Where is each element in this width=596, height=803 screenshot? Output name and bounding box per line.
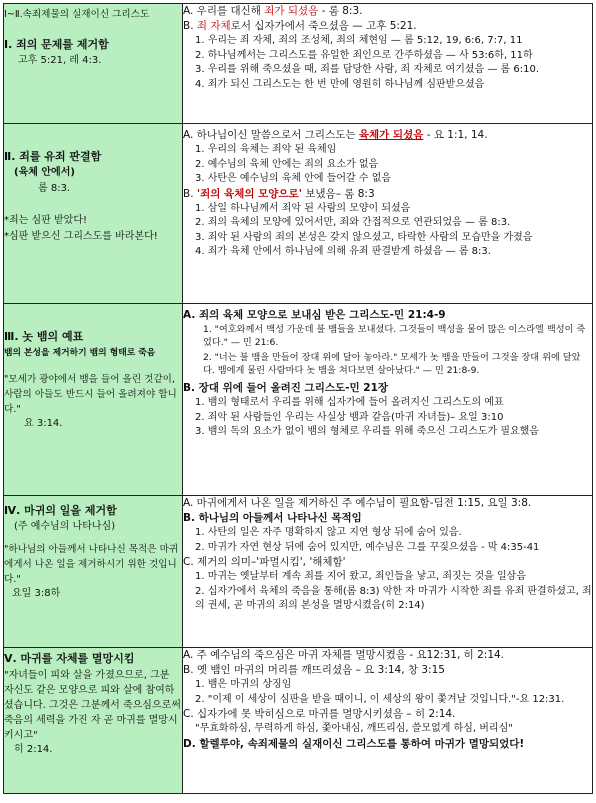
section-title: Ⅱ. 죄를 유죄 판결함: [4, 150, 102, 163]
right-cell: [183, 304, 593, 496]
list-item: 2. 마귀가 자연 현상 뒤에 숨어 있지만, 예수님은 그를 꾸짖으셨음 - 막 4:35-41: [195, 541, 540, 553]
right-cell: [183, 124, 593, 304]
section-reference: 히 2:14.: [14, 744, 53, 755]
point-b: B. 옛 뱀인 마귀의 머리를 깨뜨리셨음 – 요 3:14, 창 3:15: [183, 664, 445, 676]
right-cell: [183, 648, 593, 794]
list-item: 1. 뱀의 형태로서 우리를 위해 십자가에 들어 올려지신 그리스도의 예표: [195, 397, 504, 408]
table-row: [4, 648, 593, 794]
list-item: 3. 죄악 된 사람의 죄의 본성은 갖지 않으셨고, 타락한 사람의 모습만을 가졌음: [195, 231, 533, 243]
point-c: C. 제거의 의미–'파멸시킴', '해체함': [183, 556, 346, 568]
section-subtitle: (육체 안에서): [14, 167, 75, 178]
scripture-quote: "자녀들이 피와 살을 가졌으므로, 그분 자신도 같은 모양으로 피와 살에 참여하셨습니다. 그것은 그분께서 죽으심으로써 죽음의 세력을 가진 자 곧 마귀를 멸망시키시고": [4, 670, 181, 741]
highlight-text: 육체가 되셨음: [358, 129, 424, 141]
list-item: 2. "너는 불 뱀을 만들어 장대 위에 달아 놓아라." 모세가 놋 뱀을 만들어 그것을 장대 위에 달았다. 뱀에게 물린 사람마다 놋 뱀을 쳐다보면 살아났다." — 민 21:8-9.: [203, 352, 581, 376]
section-title: Ⅰ. 죄의 문제를 제거함: [4, 38, 109, 51]
section-reference: 고후 5:21, 레 4:3.: [18, 55, 102, 66]
list-item: 2. 하나님께서는 그리스도를 유일한 죄인으로 간주하셨음 — 사 53:6하, 11하: [195, 49, 533, 61]
list-item: 3. 우리를 위해 죽으셨을 때, 죄를 담당한 사람, 죄 자체로 여기셨음 — 롬 6:10.: [195, 64, 540, 75]
point-b: B. 하나님의 아들께서 나타나신 목적임: [183, 512, 362, 524]
section-title: Ⅴ. 마귀를 자체를 멸망시킴: [4, 652, 135, 665]
list-item: 1. "여호와께서 백성 가운데 불 뱀들을 보내셨다. 그것들이 백성을 물어 많은 이스라엘 백성이 죽었다." — 민 21:6.: [203, 324, 586, 348]
list-item: 1. 뱀은 마귀의 상징임: [195, 679, 292, 690]
left-cell: [4, 124, 183, 304]
left-cell: [4, 304, 183, 496]
list-item: 1. 우리의 육체는 죄악 된 육체임: [195, 144, 337, 155]
point-b: B. 장대 위에 들어 올려진 그리스도-민 21장: [183, 382, 389, 394]
point-a: A. 우리를 대신해 죄가 되셨음 - 롬 8:3.: [183, 5, 363, 17]
scripture-quote: "모세가 광야에서 뱀을 들어 올린 것같이, 사람의 아들도 반드시 들어 올려져야 합니다.": [4, 374, 177, 415]
point-c: C. 십자가에 못 박히심으로 마귀를 멸망시키셨음 – 히 2:14.: [183, 708, 456, 720]
note-text: *심판 받으신 그리스도를 바라본다!: [4, 231, 158, 242]
list-item: 3. 뱀의 독의 요소가 없이 뱀의 형체로 우리를 위해 죽으신 그리스도가 필요했음: [195, 426, 539, 437]
right-cell: [183, 496, 593, 648]
note-text: *죄는 심판 받았다!: [4, 215, 87, 226]
scripture-quote: "하나님의 아들께서 나타나신 목적은 마귀에게서 나온 일을 제거하시기 위한 것입니다.": [4, 544, 179, 585]
list-item: 4. 죄가 되신 그리스도는 한 번 만에 영원히 하나님께 심판받으셨음: [195, 78, 485, 90]
table-row: [4, 304, 593, 496]
point-a: A. 죄의 육체 모양으로 보내심 받은 그리스도-민 21:4-9: [183, 309, 446, 321]
left-cell: [4, 648, 183, 794]
highlight-text: 죄가 되셨음: [264, 5, 319, 17]
point-d: D. 할렐루야, 속죄제물의 실재이신 그리스도를 통하여 마귀가 멸망되었다!: [183, 737, 525, 750]
list-item: 2. 예수님의 육체 안에는 죄의 요소가 없음: [195, 158, 379, 170]
point-a: A. 주 예수님의 죽으심은 마귀 자체를 멸망시켰음 - 요12:31, 히 2:14.: [183, 649, 505, 661]
list-item: 1. 사탄의 일은 자주 명확하지 않고 지연 형상 뒤에 숨어 있음.: [195, 527, 462, 538]
point-a: A. 하나님이신 말씀으로서 그리스도는 육체가 되셨음 - 요 1:1, 14.: [183, 129, 488, 141]
section-title: Ⅳ. 마귀의 일을 제거함: [4, 504, 117, 517]
section-group-title: Ⅰ~Ⅱ.속죄제물의 실재이신 그리스도: [4, 9, 150, 20]
section-reference: 롬 8:3.: [38, 183, 71, 194]
left-cell: [4, 4, 183, 124]
table-row: [4, 496, 593, 648]
list-item: 3. 사탄은 예수님의 육체 안에 들어갈 수 없음: [195, 173, 392, 184]
table-row: [4, 124, 593, 304]
right-cell: [183, 4, 593, 124]
list-item: 2. 죄악 된 사람들인 우리는 사실상 뱀과 같음(마귀 자녀들)– 요일 3:10: [195, 411, 504, 423]
list-item: "무효화하심, 무력하게 하심, 쫓아내심, 깨뜨리심, 쓸모없게 하심, 버리심": [195, 723, 513, 734]
table-row: [4, 4, 593, 124]
list-item: 1. 우리는 죄 자체, 죄의 조성체, 죄의 체현임 — 롬 5:12, 19, 6:6, 7:7, 11: [195, 35, 523, 46]
section-reference: 요일 3:8하: [12, 588, 61, 599]
highlight-text: '죄의 육체의 모양으로': [196, 187, 302, 200]
section-reference: 요 3:14.: [24, 418, 63, 429]
point-b: B. '죄의 육체의 모양으로' 보냈음– 롬 8:3: [183, 187, 375, 200]
list-item: 2. "이제 이 세상이 심판을 받을 때이니, 이 세상의 왕이 쫓겨날 것입니다."-요 12:31.: [195, 693, 565, 705]
list-item: 2. 십자가에서 육체의 죽음을 통해(롬 8:3) 악한 자 마귀가 시작한 죄를 유죄 판결하셨고, 죄의 권세, 곧 마귀의 죄의 본성을 멸망시켰음(히 2:14): [195, 585, 592, 611]
point-a: A. 마귀에게서 나온 일을 제거하신 주 예수님이 필요함-딤전 1:15, 요일 3:8.: [183, 497, 532, 509]
left-cell: [4, 496, 183, 648]
list-item: 1. 마귀는 옛날부터 계속 죄를 지어 왔고, 죄인들을 낳고, 죄짓는 것을 일삼음: [195, 571, 527, 582]
section-subtitle: (주 예수님의 나타나심): [14, 521, 116, 532]
list-item: 2. 죄의 육체의 모양에 있어서만, 죄와 간접적으로 연관되었음 — 롬 8:3.: [195, 217, 511, 228]
list-item: 4. 죄가 육체 안에서 하나님에 의해 유죄 판결받게 하셨음 — 롬 8:3.: [195, 246, 491, 257]
highlight-text: 죄 자체: [196, 20, 231, 32]
outline-table: [3, 3, 593, 794]
point-b: B. 죄 자체로서 십자가에서 죽으셨음 — 고후 5:21.: [183, 20, 417, 32]
section-title: Ⅲ. 놋 뱀의 예표: [4, 330, 84, 343]
section-subtitle: 뱀의 본성을 제거하기 뱀의 형태로 죽음: [4, 348, 156, 358]
list-item: 1. 삼일 하나님께서 죄악 된 사람의 모양이 되셨음: [195, 202, 411, 214]
